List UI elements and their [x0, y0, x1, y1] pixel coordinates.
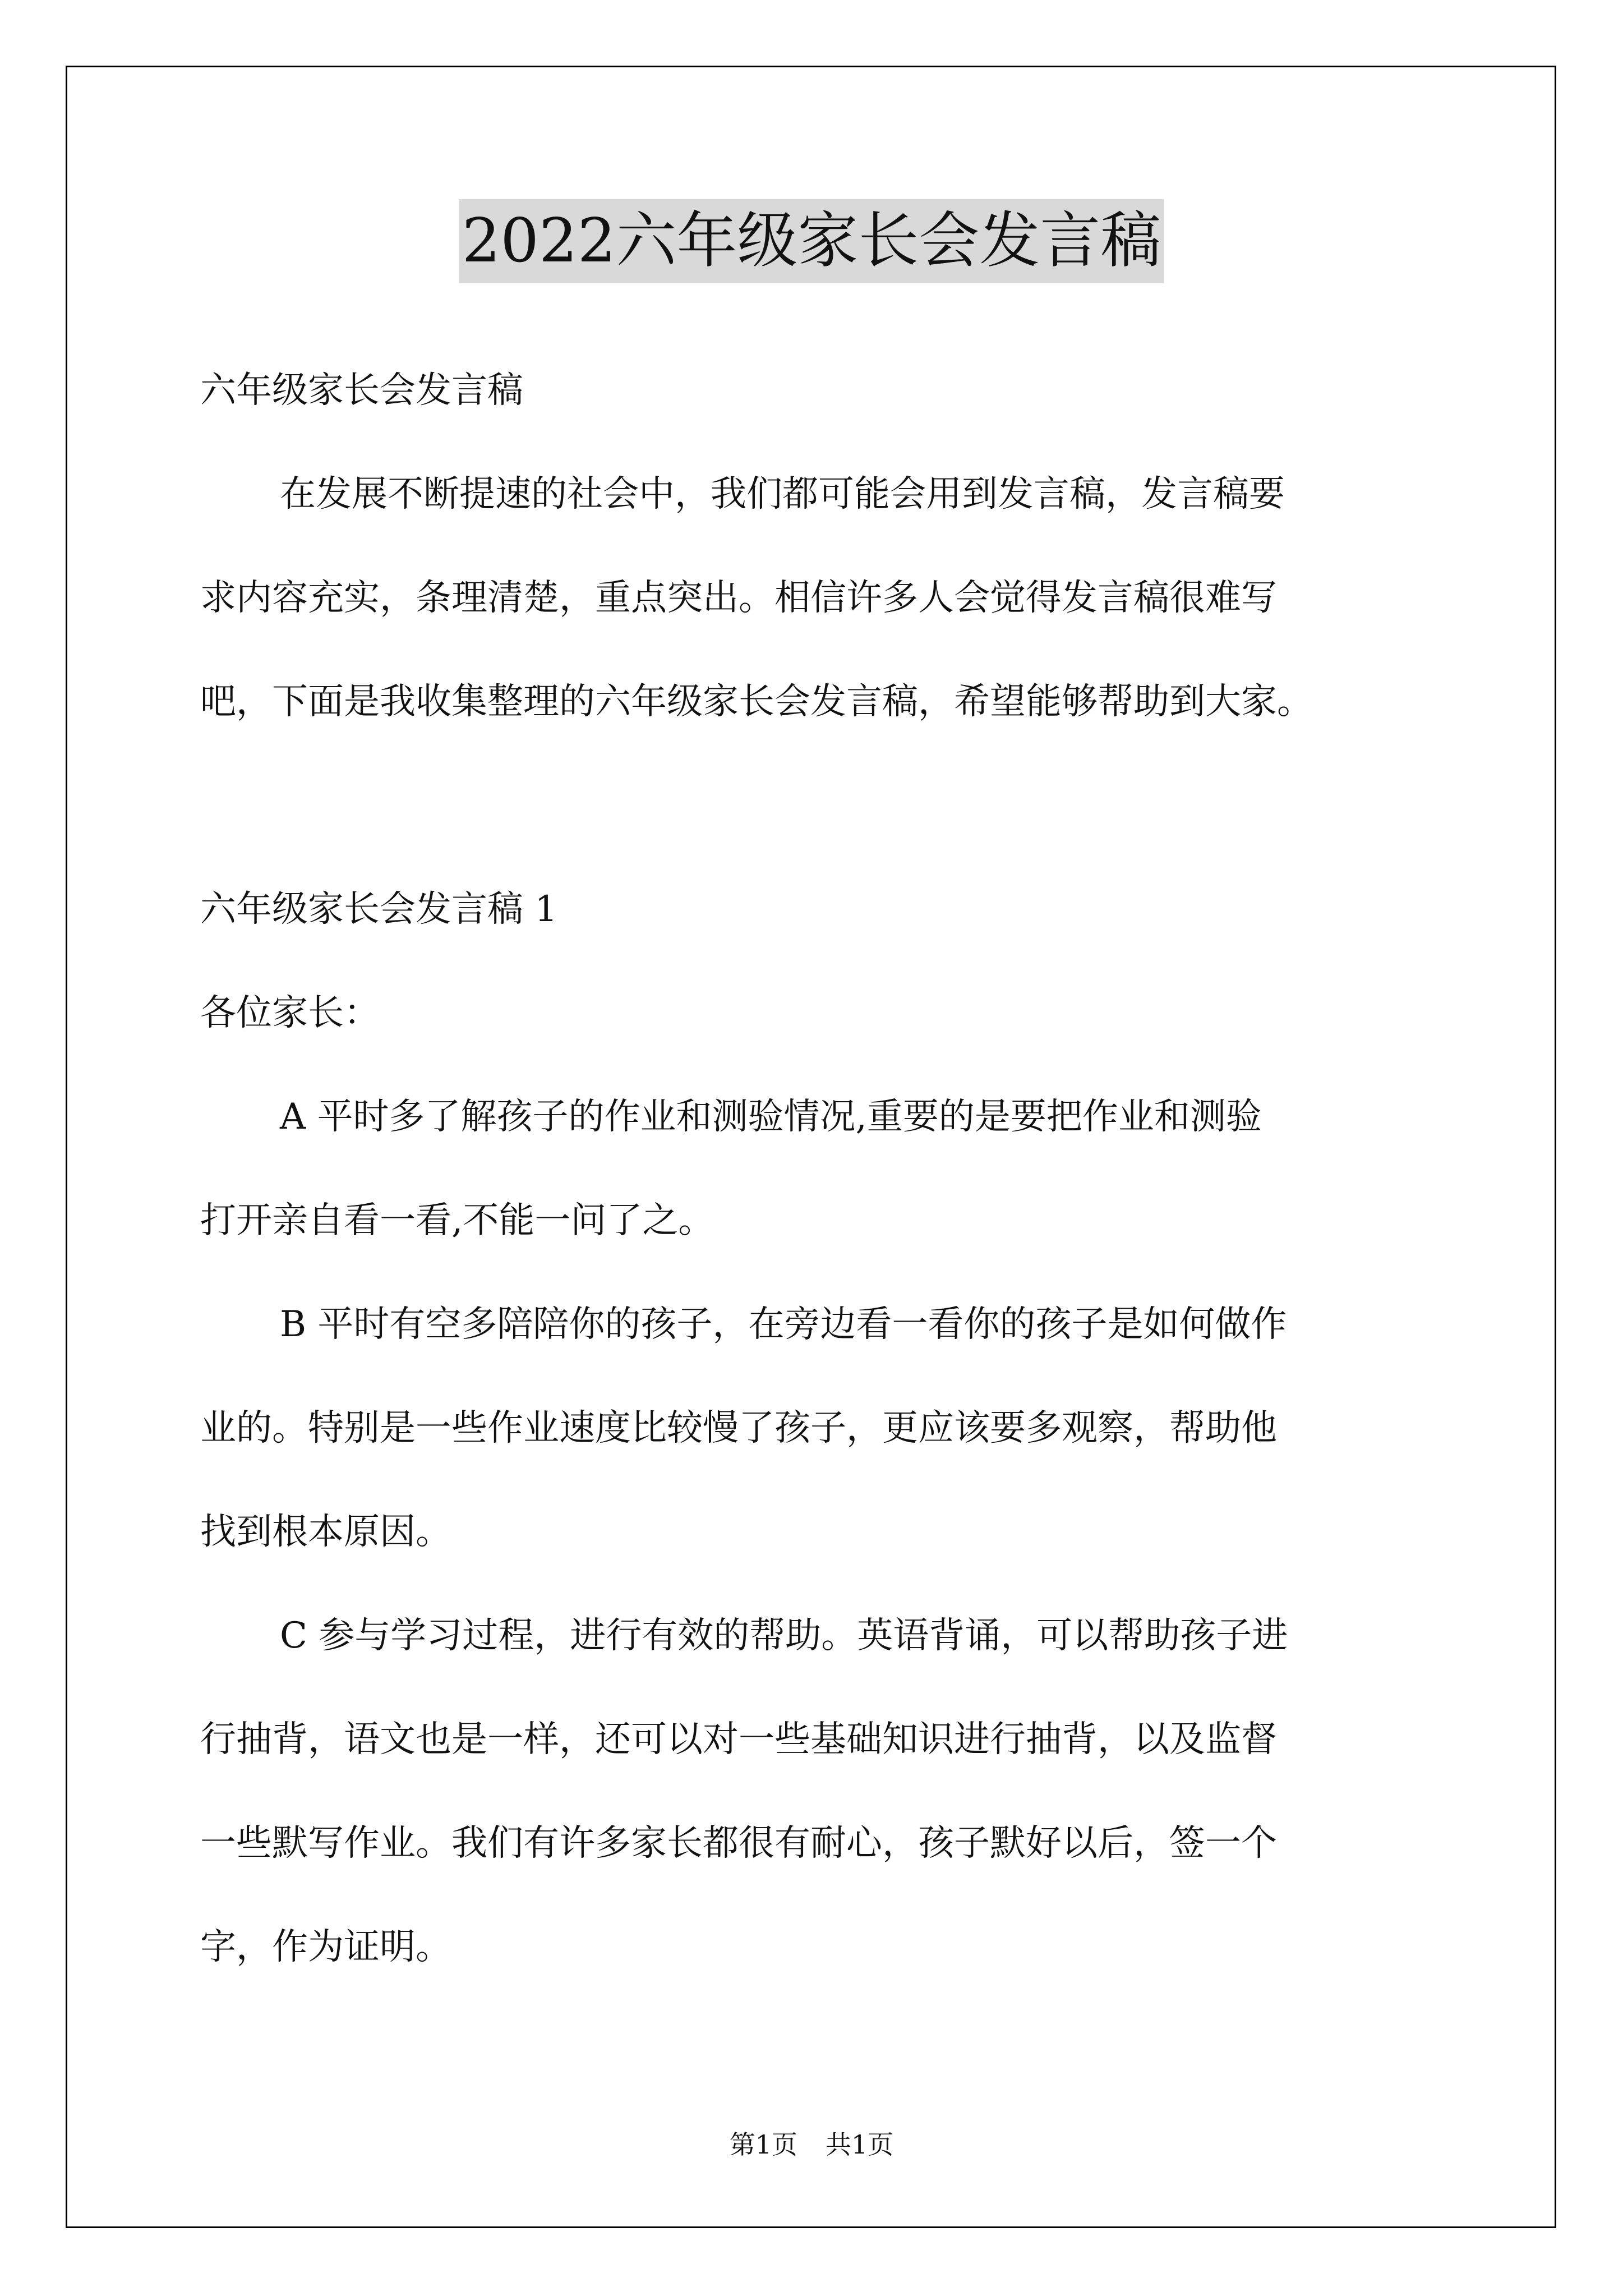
para-a-line-1: A 平时多了解孩子的作业和测验情况,重要的是要把作业和测验 [280, 1096, 1262, 1138]
para-c-line-3: 一些默写作业。我们有许多家长都很有耐心，孩子默好以后，签一个 [200, 1823, 1277, 1864]
para-b-line-2: 业的。特别是一些作业速度比较慢了孩子，更应该要多观察，帮助他 [200, 1407, 1277, 1449]
intro-line-3: 吧，下面是我收集整理的六年级家长会发言稿，希望能够帮助到大家。 [200, 681, 1313, 723]
subtitle: 六年级家长会发言稿 [200, 370, 523, 411]
title-wrap [0, 199, 1623, 283]
intro-line-1: 在发展不断提速的社会中，我们都可能会用到发言稿，发言稿要 [280, 473, 1285, 515]
page-title: 2022六年级家长会发言稿 [459, 199, 1165, 283]
page-number-total: 共1页 [826, 2129, 894, 2160]
document-body [200, 339, 1423, 1999]
page-number-current: 第1页 [729, 2129, 797, 2160]
para-a-line-2: 打开亲自看一看,不能一问了之。 [200, 1200, 714, 1241]
page-footer [0, 2128, 1623, 2161]
para-b-line-3: 找到根本原因。 [200, 1511, 451, 1553]
para-c-line-4: 字，作为证明。 [200, 1926, 451, 1968]
para-c-line-1: C 参与学习过程，进行有效的帮助。英语背诵，可以帮助孩子进 [280, 1615, 1288, 1657]
intro-line-2: 求内容充实，条理清楚，重点突出。相信许多人会觉得发言稿很难写 [200, 577, 1277, 619]
para-b-line-1: B 平时有空多陪陪你的孩子，在旁边看一看你的孩子是如何做作 [280, 1304, 1287, 1345]
section-heading: 六年级家长会发言稿 1 [200, 889, 558, 930]
para-c-line-2: 行抽背，语文也是一样，还可以对一些基础知识进行抽背，以及监督 [200, 1719, 1277, 1760]
greeting: 各位家长： [200, 992, 380, 1034]
